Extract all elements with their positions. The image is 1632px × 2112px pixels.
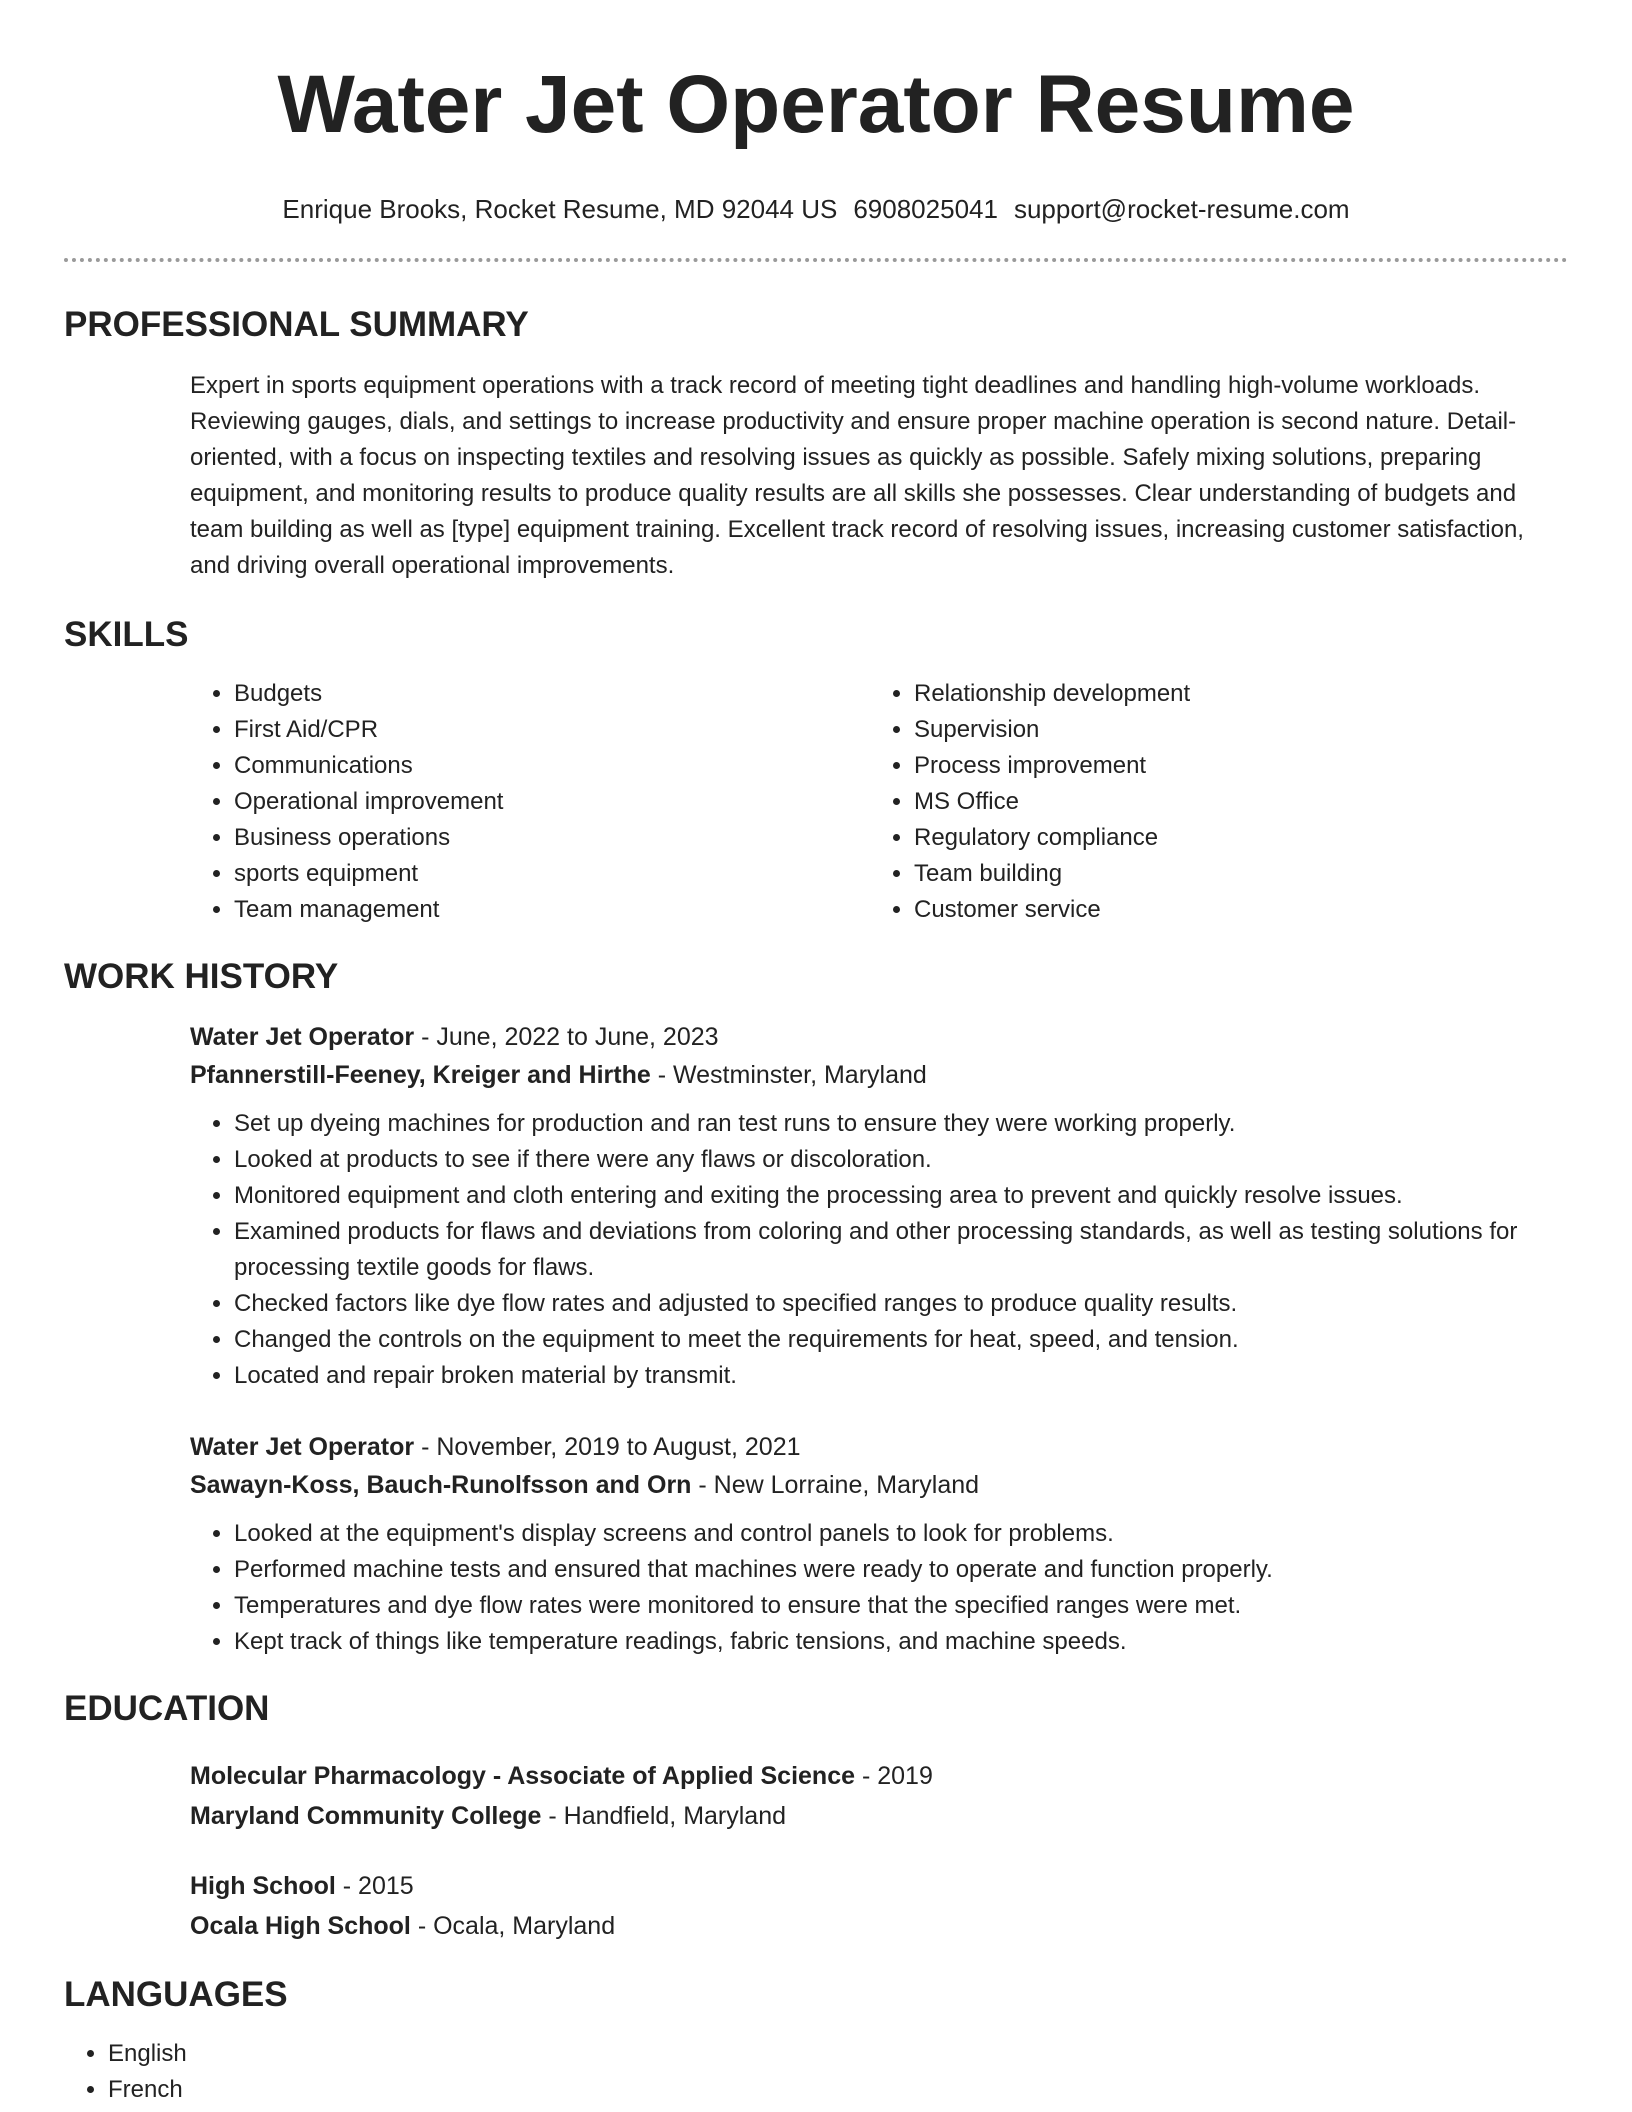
summary-section <box>64 304 1568 584</box>
contact-email: support@rocket-resume.com <box>1013 194 1350 224</box>
work-history-section <box>64 956 1568 1660</box>
skill-item: • Business operations <box>234 820 870 856</box>
job-title: Water Jet Operator <box>190 1433 415 1461</box>
job-location: - Westminster, Maryland <box>650 1061 927 1089</box>
resume-title: Water Jet Operator Resume <box>277 59 1355 150</box>
languages-heading: LANGUAGES <box>64 1975 288 2014</box>
work-history-heading: WORK HISTORY <box>64 957 339 996</box>
job-bullet: • Looked at products to see if there were any flaws or discoloration. <box>234 1142 1568 1178</box>
education-location: - Ocala, Maryland <box>410 1912 616 1940</box>
job-bullet: • Checked factors like dye flow rates and adjusted to specified ranges to produce quality results. <box>234 1286 1568 1322</box>
skill-item: • Relationship development <box>914 676 1550 712</box>
skill-item: • Process improvement <box>914 748 1550 784</box>
education-heading: EDUCATION <box>64 1689 270 1728</box>
education-entry <box>190 1866 1568 1946</box>
job-bullet: • Changed the controls on the equipment to meet the requirements for heat, speed, and tension. <box>234 1322 1568 1358</box>
contact-phone: 6908025041 <box>853 194 998 224</box>
education-location: - Handfield, Maryland <box>541 1802 787 1830</box>
job-title-line <box>190 1428 1568 1466</box>
job-title-line <box>190 1018 1568 1056</box>
education-degree: High School <box>190 1872 336 1900</box>
job-company-line <box>190 1056 1568 1094</box>
job-bullet: • Looked at the equipment's display screens and control panels to look for problems. <box>234 1516 1568 1552</box>
job-bullets <box>190 1516 1568 1660</box>
skills-section <box>64 614 1568 928</box>
job-location: - New Lorraine, Maryland <box>691 1471 980 1499</box>
skill-item: • Customer service <box>914 892 1550 928</box>
job-title: Water Jet Operator <box>190 1023 415 1051</box>
skills-list-right <box>870 676 1550 928</box>
education-year: - 2015 <box>335 1872 414 1900</box>
skill-item: • Supervision <box>914 712 1550 748</box>
job-bullet: • Kept track of things like temperature readings, fabric tensions, and machine speeds. <box>234 1624 1568 1660</box>
skill-item: • MS Office <box>914 784 1550 820</box>
education-section <box>64 1688 1568 1946</box>
job-company: Pfannerstill-Feeney, Kreiger and Hirthe <box>190 1061 651 1089</box>
job-bullet: • Performed machine tests and ensured that machines were ready to operate and function properly. <box>234 1552 1568 1588</box>
job-dates: - June, 2022 to June, 2023 <box>414 1023 719 1051</box>
job-entry <box>190 1018 1568 1394</box>
resume-page <box>64 0 1568 2108</box>
skills-columns <box>190 676 1568 928</box>
contact-address: Enrique Brooks, Rocket Resume, MD 92044 US <box>282 194 838 224</box>
skills-heading: SKILLS <box>64 615 189 654</box>
education-school-line <box>190 1796 1568 1836</box>
language-item: • English <box>108 2036 1568 2072</box>
job-company: Sawayn-Koss, Bauch-Runolfsson and Orn <box>190 1471 692 1499</box>
education-school-line <box>190 1906 1568 1946</box>
job-bullet: • Examined products for flaws and deviations from coloring and other processing standards, as well as testing solutions for processing textile goods for flaws. <box>234 1214 1568 1286</box>
education-degree-line <box>190 1756 1568 1796</box>
summary-text: Expert in sports equipment operations with a track record of meeting tight deadlines and handling high-volume workloads. Reviewing gauges, dials, and settings to increase productivity and ensure proper machine operation is second nature. Detail-oriented, with a focus on inspecting textiles and resolving issues as quickly as possible. Safely mixing solutions, preparing equipment, and monitoring results to produce quality results are all skills she possesses. Clear understanding of budgets and team building as well as [type] equipment training. Excellent track record of resolving issues, increasing customer satisfaction, and driving overall operational improvements. <box>190 372 1524 579</box>
skill-item: • Regulatory compliance <box>914 820 1550 856</box>
resume-header <box>64 0 1568 262</box>
skill-item: • Team management <box>234 892 870 928</box>
education-degree: Molecular Pharmacology - Associate of Applied Science <box>190 1762 856 1790</box>
skill-item: • Team building <box>914 856 1550 892</box>
skill-item: • Operational improvement <box>234 784 870 820</box>
contact-info <box>64 192 1568 226</box>
job-bullet: • Temperatures and dye flow rates were monitored to ensure that the specified ranges were met. <box>234 1588 1568 1624</box>
skill-item: • Communications <box>234 748 870 784</box>
education-entry <box>190 1756 1568 1836</box>
job-dates: - November, 2019 to August, 2021 <box>414 1433 801 1461</box>
job-bullets <box>190 1106 1568 1394</box>
skill-item: • First Aid/CPR <box>234 712 870 748</box>
job-bullet: • Located and repair broken material by transmit. <box>234 1358 1568 1394</box>
education-degree-line <box>190 1866 1568 1906</box>
languages-section <box>64 1974 1568 2108</box>
job-entry <box>190 1428 1568 1660</box>
job-bullet: • Monitored equipment and cloth entering and exiting the processing area to prevent and quickly resolve issues. <box>234 1178 1568 1214</box>
job-company-line <box>190 1466 1568 1504</box>
education-year: - 2019 <box>855 1762 933 1790</box>
languages-list <box>64 2036 1568 2108</box>
skill-item: • Budgets <box>234 676 870 712</box>
education-school: Ocala High School <box>190 1912 411 1940</box>
skill-item: • sports equipment <box>234 856 870 892</box>
education-school: Maryland Community College <box>190 1802 542 1830</box>
job-bullet: • Set up dyeing machines for production and ran test runs to ensure they were working properly. <box>234 1106 1568 1142</box>
summary-heading: PROFESSIONAL SUMMARY <box>64 305 529 344</box>
header-divider <box>64 258 1568 262</box>
language-item: • French <box>108 2072 1568 2108</box>
skills-list-left <box>190 676 870 928</box>
